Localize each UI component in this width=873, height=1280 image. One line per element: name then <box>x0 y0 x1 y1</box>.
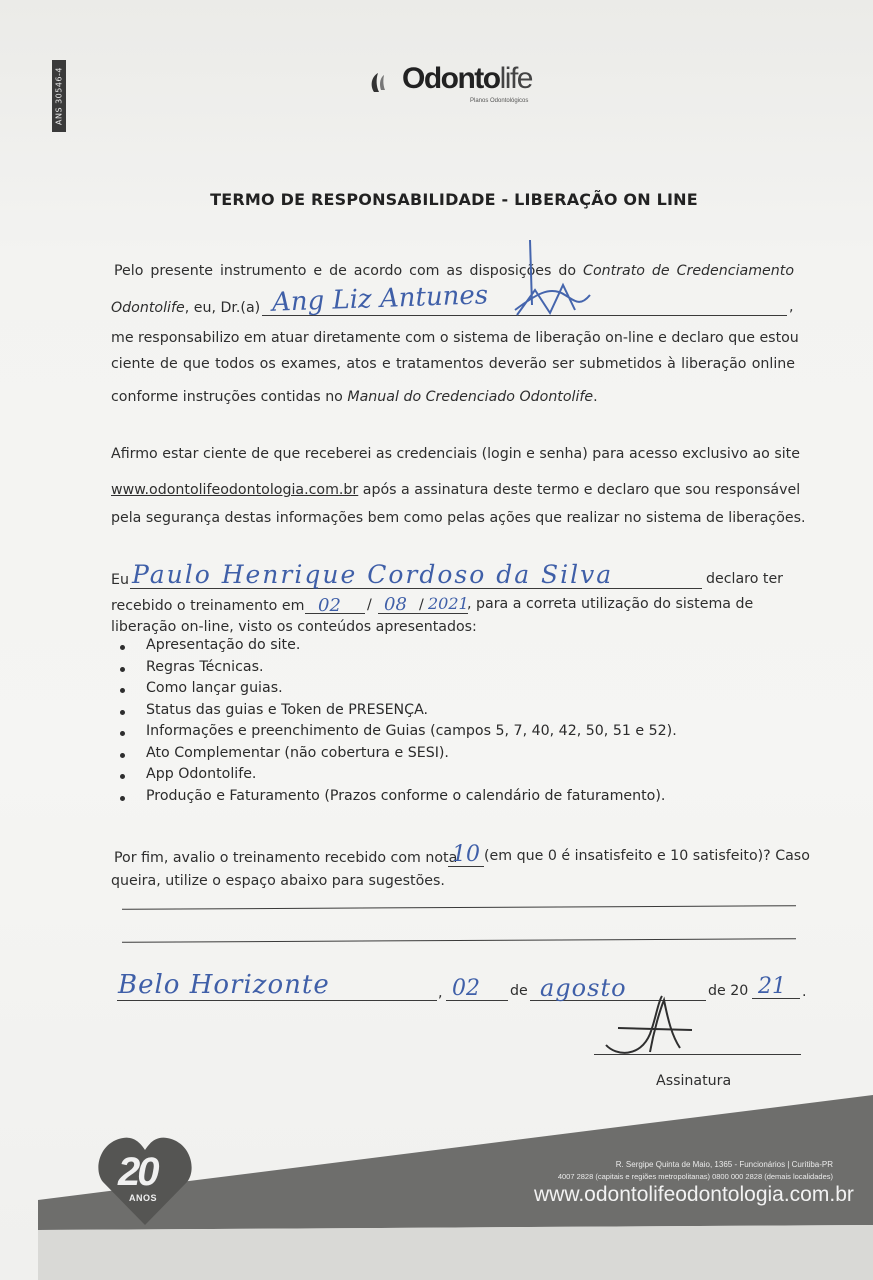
logo-mark-icon <box>368 68 398 98</box>
list-item: Informações e preenchimento de Guias (campos 5, 7, 40, 42, 50, 51 e 52). <box>120 723 677 745</box>
footer-address: R. Sergipe Quinta de Maio, 1365 - Funcionários | Curitiba-PR <box>615 1160 833 1169</box>
content-list <box>120 637 677 809</box>
date-slash-1: / <box>367 597 372 613</box>
city-line <box>117 1000 437 1001</box>
paragraph1-line5: conforme instruções contidas no Manual do Credenciado Odontolife. <box>111 389 598 405</box>
page-title: TERMO DE RESPONSABILIDADE - LIBERAÇÃO ON LINE <box>210 190 698 209</box>
badge-number: 20 <box>118 1150 157 1194</box>
handwritten-date-month: agosto <box>540 974 627 1002</box>
handwritten-date-day: 02 <box>452 976 480 1001</box>
paragraph2-line3: pela segurança destas informações bem como pelas ações que realizar no sistema de liberações. <box>111 510 806 526</box>
suggestion-line-1 <box>122 905 796 910</box>
date-period: . <box>802 984 807 1000</box>
doctor-signature-scribble <box>505 235 595 325</box>
evaluation-line2: queira, utilize o espaço abaixo para sugestões. <box>111 873 445 889</box>
recebido-label: recebido o treinamento em <box>111 598 305 614</box>
list-item: Status das guias e Token de PRESENÇA. <box>120 702 677 724</box>
list-item: App Odontolife. <box>120 766 677 788</box>
date-slash-2: / <box>419 597 424 613</box>
paragraph1-line2: Odontolife, eu, Dr.(a) <box>111 300 261 316</box>
logo-tagline: Planos Odontológicos <box>470 98 529 104</box>
paragraph2-line1: Afirmo estar ciente de que receberei as credenciais (login e senha) para acesso exclusivo ao site <box>111 446 800 462</box>
handwritten-city: Belo Horizonte <box>118 970 330 1000</box>
date-de-1: de <box>510 983 528 999</box>
signature-line <box>594 1054 801 1055</box>
handwritten-day: 02 <box>318 595 341 616</box>
evaluation-line1a: Por fim, avalio o treinamento recebido com nota <box>114 850 458 866</box>
handwritten-doctor-name: Ang Liz Antunes <box>271 280 489 318</box>
year-line <box>428 613 468 614</box>
logo-wordmark: Odontolife <box>402 62 532 95</box>
handwritten-year: 2021 <box>428 594 469 613</box>
date-de-2: de 20 <box>708 983 749 999</box>
site-link[interactable]: www.odontolifeodontologia.com.br <box>111 482 359 498</box>
footer-url[interactable]: www.odontolifeodontologia.com.br <box>534 1183 854 1206</box>
list-item: Ato Complementar (não cobertura e SESI). <box>120 745 677 767</box>
paragraph1-line1: Pelo presente instrumento e de acordo com as disposições do Contrato de Credenciamento <box>114 263 794 279</box>
suggestion-line-2 <box>122 938 796 943</box>
signature-scribble <box>598 990 708 1062</box>
list-item: Como lançar guias. <box>120 680 677 702</box>
paragraph1-line3: me responsabilizo em atuar diretamente com o sistema de liberação on-line e declaro que estou <box>111 330 799 346</box>
handwritten-trainee-name: Paulo Henrique Cordoso da Silva <box>132 560 614 589</box>
evaluation-line1b: (em que 0 é insatisfeito e 10 satisfeito)? Caso <box>484 848 810 864</box>
paragraph1-line4: ciente de que todos os exames, atos e tratamentos deverão ser submetidos à liberação online <box>111 356 795 372</box>
odontolife-logo <box>368 62 548 110</box>
handwritten-month: 08 <box>384 594 407 615</box>
list-item: Regras Técnicas. <box>120 659 677 681</box>
para-label: , para a correta utilização do sistema de <box>467 596 754 612</box>
badge-label: ANOS <box>129 1193 158 1203</box>
signature-label: Assinatura <box>656 1073 732 1089</box>
declaro-label: declaro ter <box>706 571 784 587</box>
footer-phones: 4007 2828 (capitais e regiões metropolitanas) 0800 000 2828 (demais localidades) <box>557 1172 833 1181</box>
list-item: Apresentação do site. <box>120 637 677 659</box>
liberacao-label: liberação on-line, visto os conteúdos apresentados: <box>111 619 477 635</box>
handwritten-date-year: 21 <box>758 974 786 999</box>
date-comma: , <box>438 985 443 1001</box>
list-item: Produção e Faturamento (Prazos conforme o calendário de faturamento). <box>120 788 677 810</box>
footer-band <box>0 1090 873 1280</box>
eu-label: Eu <box>111 572 129 588</box>
handwritten-grade: 10 <box>452 842 480 867</box>
ans-registration-code: ANS 30546-4 <box>52 60 66 132</box>
paragraph2-line2: www.odontolifeodontologia.com.br após a assinatura deste termo e declaro que sou responsável <box>111 482 801 498</box>
doctor-name-comma: , <box>789 299 794 315</box>
